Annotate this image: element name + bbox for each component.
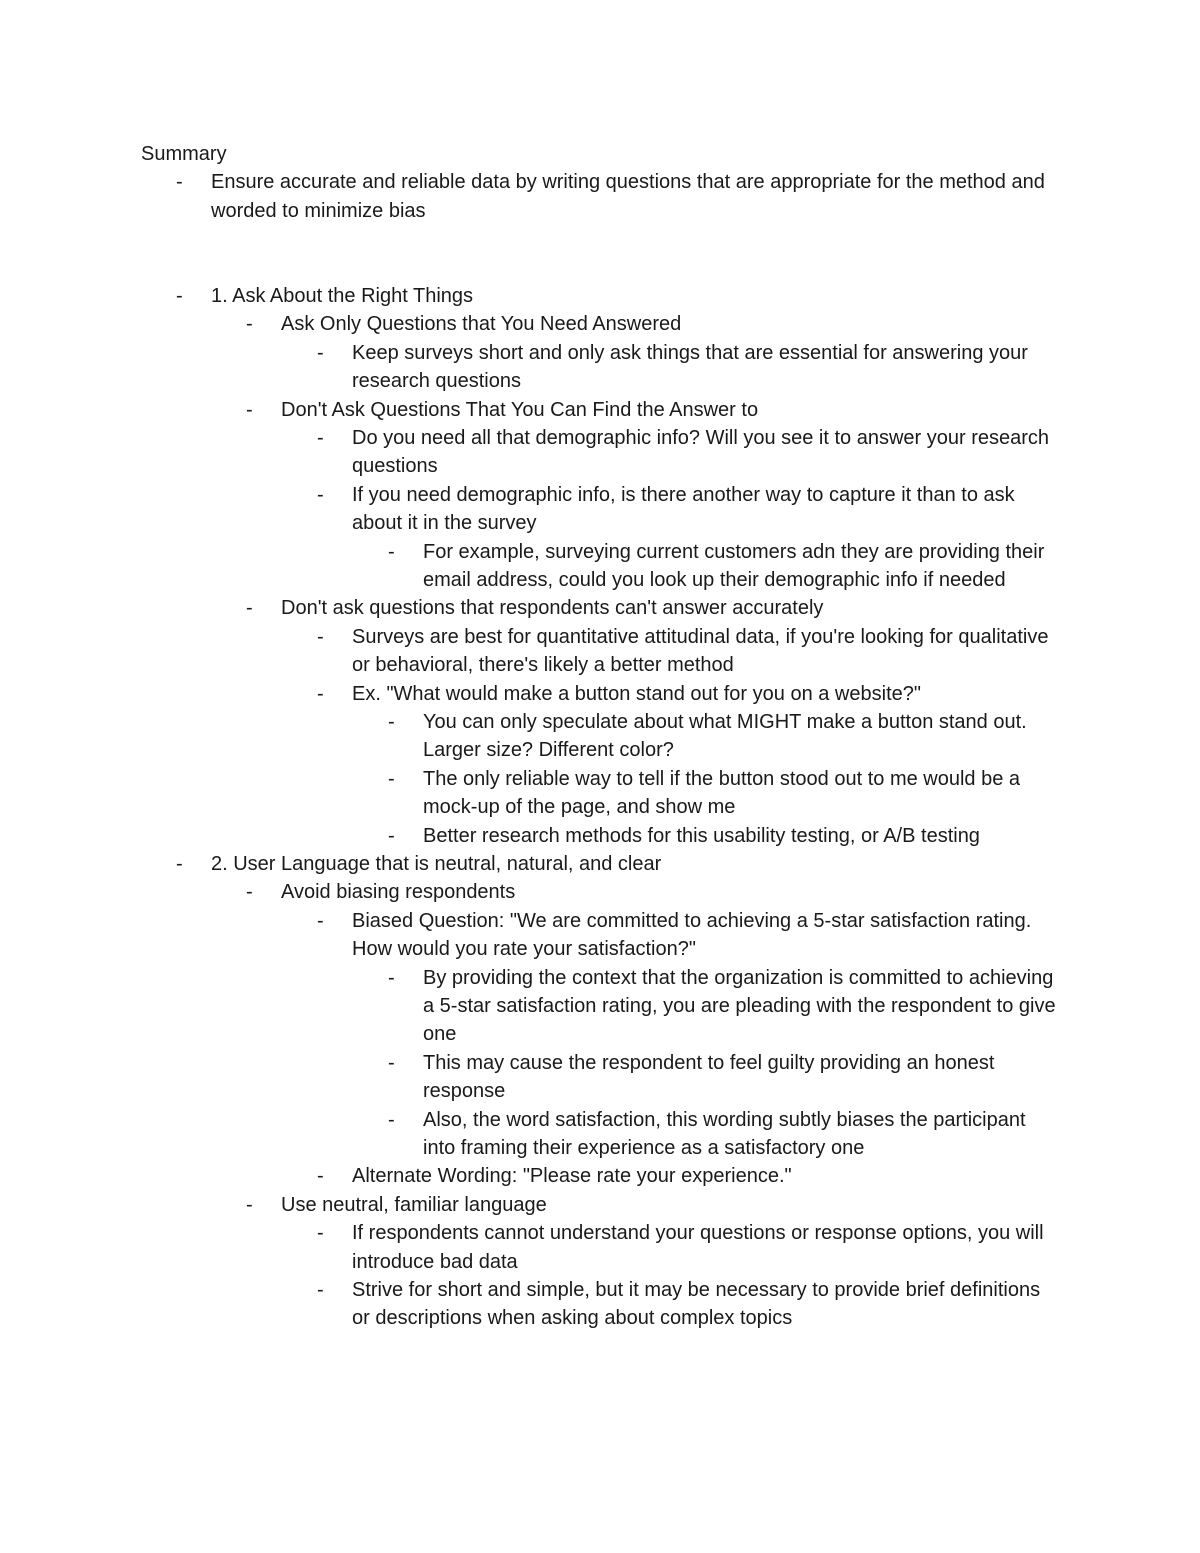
list-item-text: Don't ask questions that respondents can't answer accurately: [281, 597, 824, 620]
list-item-text: Avoid biasing respondents: [281, 881, 516, 904]
list-item-text: Do you need all that demographic info? Will you see it to answer your research questions: [352, 427, 1050, 478]
list-item-text: 1. Ask About the Right Things: [211, 285, 474, 307]
bullet-dash: -: [388, 711, 395, 733]
bullet-dash: -: [388, 1051, 395, 1074]
document-title: Summary: [141, 143, 227, 165]
list-item-text: Better research methods for this usability testing, or A/B testing: [423, 824, 980, 847]
list-item-text: Strive for short and simple, but it may be necessary to provide brief definitions or descriptions when asking about complex topics: [352, 1279, 1041, 1330]
list-item-text: This may cause the respondent to feel guilty providing an honest response: [423, 1051, 995, 1103]
bullet-dash: -: [246, 313, 253, 336]
list-item-text: Alternate Wording: "Please rate your experience.": [352, 1165, 792, 1188]
bullet-dash: -: [246, 398, 253, 421]
bullet-dash: -: [317, 1279, 324, 1301]
list-item-text: Surveys are best for quantitative attitudinal data, if you're looking for qualitative or behavioral, there's likely a better method: [352, 625, 1049, 677]
list-item-text: If respondents cannot understand your questions or response options, you will introduce bad data: [352, 1222, 1044, 1273]
bullet-dash: -: [317, 682, 324, 705]
bullet-dash: -: [388, 1108, 395, 1131]
bullet-dash: -: [317, 427, 324, 449]
bullet-dash: -: [388, 767, 395, 790]
bullet-dash: -: [246, 881, 253, 904]
bullet-dash: -: [388, 824, 395, 847]
list-item-text: Don't Ask Questions That You Can Find the Answer to: [281, 398, 759, 421]
bullet-dash: -: [317, 483, 324, 506]
list-item-text: Keep surveys short and only ask things that are essential for answering your research questions: [352, 341, 1028, 393]
bullet-dash: -: [176, 853, 183, 875]
bullet-dash: -: [388, 966, 395, 989]
list-item-text: Biased Question: "We are committed to achieving a 5-star satisfaction rating. How would you rate your satisfaction?": [352, 909, 1032, 961]
bullet-dash: -: [176, 171, 183, 194]
list-item-text: You can only speculate about what MIGHT make a button stand out. Larger size? Different color?: [423, 711, 1027, 762]
list-item-text: By providing the context that the organization is committed to achieving a 5-star satisfaction rating, you are pleading with the respondent to give one: [423, 966, 1056, 1046]
bullet-dash: -: [317, 909, 324, 932]
bullet-dash: -: [176, 285, 183, 307]
list-item-text: For example, surveying current customers adn they are providing their email address, could you look up their demographic info if needed: [423, 540, 1045, 591]
list-item-text: Ask Only Questions that You Need Answered: [281, 313, 682, 336]
bullet-dash: -: [388, 540, 395, 563]
list-item-text: Also, the word satisfaction, this wording subtly biases the participant into framing their experience as a satisfactory one: [423, 1108, 1026, 1159]
bullet-dash: -: [246, 597, 253, 620]
bullet-dash: -: [317, 1165, 324, 1188]
list-item-text: Ensure accurate and reliable data by writing questions that are appropriate for the method and worded to minimize bias: [211, 171, 1045, 222]
list-item-text: If you need demographic info, is there another way to capture it than to ask about it in the survey: [352, 483, 1015, 535]
bullet-dash: -: [317, 625, 324, 648]
list-item-text: The only reliable way to tell if the button stood out to me would be a mock-up of the page, and show me: [423, 767, 1021, 819]
list-item-text: Use neutral, familiar language: [281, 1193, 547, 1216]
list-item-text: 2. User Language that is neutral, natural, and clear: [211, 853, 662, 875]
bullet-dash: -: [246, 1193, 253, 1216]
list-item-text: Ex. "What would make a button stand out for you on a website?": [352, 682, 921, 705]
bullet-dash: -: [317, 341, 324, 364]
bullet-dash: -: [317, 1222, 324, 1245]
